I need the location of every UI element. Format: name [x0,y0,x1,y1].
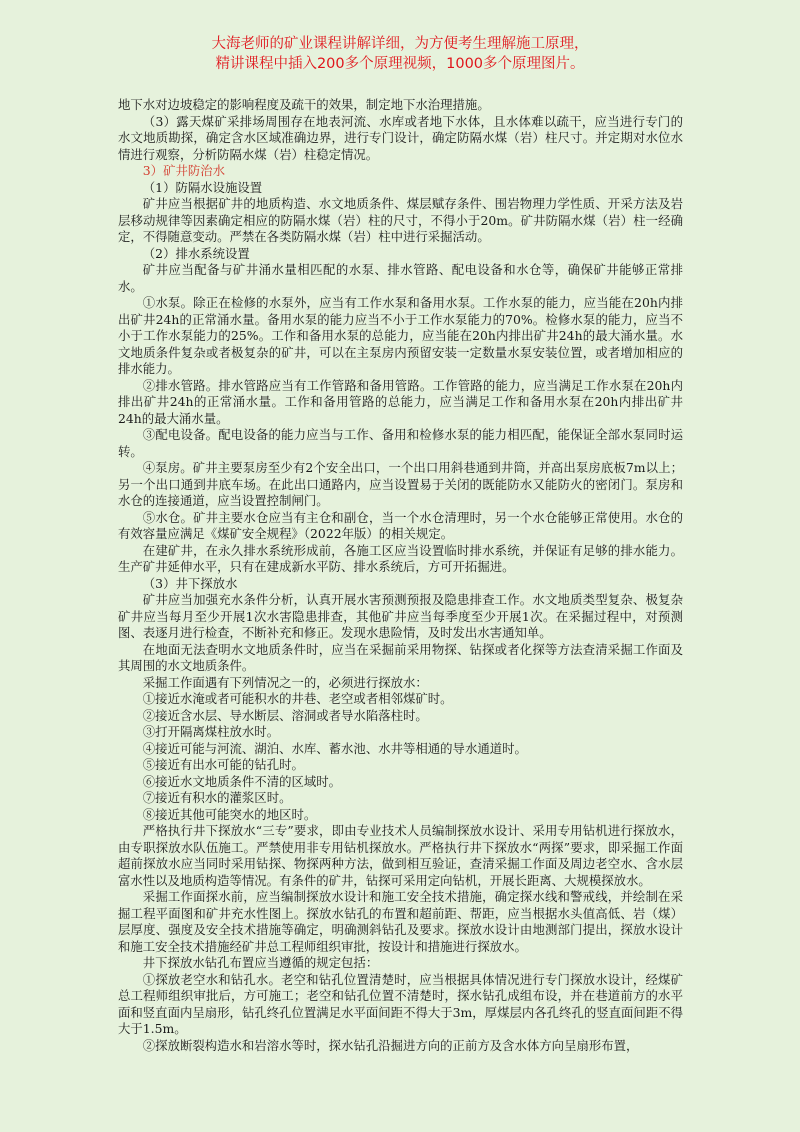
body-paragraph: ⑤接近有出水可能的钻孔时。 [142,757,304,772]
body-paragraph: 在地面无法查明水文地质条件时，应当在采掘前采用物探、钻探或者化探等方法查清采掘工作面及其周围的水文地质条件。 [118,641,683,673]
body-paragraph: ①接近水淹或者可能积水的井巷、老空或者相邻煤矿时。 [142,691,453,706]
body-paragraph: 采掘工作面遇有下列情况之一的，必须进行探放水： [142,674,428,690]
document-body [118,97,683,1054]
body-paragraph: ②接近含水层、导水断层、溶洞或者导水陷落柱时。 [142,707,428,723]
subsection-heading: （1）防隔水设施设置 [142,179,263,195]
banner-line-1: 大海老师的矿业课程讲解详细，为方便考生理解施工原理， [211,36,589,52]
section-heading: 3）矿井防治水 [142,163,226,178]
body-paragraph: 地下水对边坡稳定的影响程度及疏干的效果，制定地下水治理措施。 [118,97,490,112]
promo-banner [0,34,800,74]
body-paragraph: ②排水管路。排水管路应当有工作管路和备用管路。工作管路的能力，应当满足工作水泵在20h内排出矿井24h的正常涌水量。工作和备用管路的总能力，应当满足工作和备用水泵在20h内排出矿井24h的最大涌水量。 [118,377,683,426]
body-paragraph: ⑥接近水文地质条件不清的区域时。 [142,773,342,789]
body-paragraph: ④泵房。矿井主要泵房至少有2个安全出口，一个出口用斜巷通到井筒，并高出泵房底板7m以上；另一个出口通到井底车场。在此出口通路内，应当设置易于关闭的既能防水又能防火的密闭门。泵房和水仓的连接通道，应当设置控制闸门。 [118,460,683,508]
body-paragraph: ③配电设备。配电设备的能力应当与工作、备用和检修水泵的能力相匹配，能保证全部水泵同时运转。 [118,427,683,459]
body-paragraph: ⑦接近有积水的灌浆区时。 [142,790,292,805]
banner-line-2: 精讲课程中插入200多个原理视频，1000多个原理图片。 [215,56,585,72]
body-paragraph: 矿井应当加强充水条件分析，认真开展水害预测预报及隐患排查工作。水文地质类型复杂、极复杂矿井应当每月至少开展1次水害隐患排查，其他矿井应当每季度至少开展1次。在采掘过程中，对预测图、表逐月进行检查，不断补充和修正。发现水患险情，及时发出水害通知单。 [118,592,683,640]
body-paragraph: 井下探放水钻孔布置应当遵循的规定包括： [142,955,379,970]
body-paragraph: ⑤水仓。矿井主要水仓应当有主仓和副仓，当一个水仓清理时，另一个水仓能够正常使用。水仓的有效容量应满足《煤矿安全规程》（2022年版）的相关规定。 [118,509,683,541]
body-paragraph: 矿井应当根据矿井的地质构造、水文地质条件、煤层赋存条件、围岩物理力学性质、开采方法及岩层移动规律等因素确定相应的防隔水煤（岩）柱的尺寸，不得小于20m。矿井防隔水煤（岩）柱一经确定，不得随意变动。严禁在各类防隔水煤（岩）柱中进行采掘活动。 [118,196,683,244]
body-paragraph: ⑧接近其他可能突水的地区时。 [142,806,317,822]
subsection-heading: （2）排水系统设置 [142,245,250,261]
body-paragraph: （3）露天煤矿采排场周围存在地表河流、水库或者地下水体，且水体难以疏干，应当进行专门的水文地质勘探，确定含水区域准确边界，进行专门设计，确定防隔水煤（岩）柱尺寸。并定期对水位水情进行观察，分析防隔水煤（岩）柱稳定情况。 [118,113,683,162]
body-paragraph: ②探放断裂构造水和岩溶水等时，探水钻孔沿掘进方向的正前方及含水体方向呈扇形布置， [142,1037,639,1053]
body-paragraph: 在建矿井，在永久排水系统形成前，各施工区应当设置临时排水系统，并保证有足够的排水能力。生产矿井延伸水平，只有在建成新水平防、排水系统后，方可开拓掘进。 [118,542,683,574]
body-paragraph: ④接近可能与河流、湖泊、水库、蓄水池、水井等相通的导水通道时。 [142,740,527,756]
subsection-heading: （3）井下探放水 [142,575,238,591]
body-paragraph: 矿井应当配备与矿井涌水量相匹配的水泵、排水管路、配电设备和水仓等，确保矿井能够正常排水。 [118,262,683,294]
body-paragraph: 严格执行井下探放水“三专”要求，即由专业技术人员编制探放水设计、采用专用钻机进行探放水，由专职探放水队伍施工。严禁使用非专用钻机探放水。严格执行井下探放水“两探”要求，即采掘工作面超前探放水应当同时采用钻探、物探两种方法，做到相互验证，查清采掘工作面及周边老空水、含水层富水性以及地质构造等情况。有条件的矿井，钻探可采用定向钻机，开展长距离、大规模探放水。 [118,823,683,888]
body-paragraph: 采掘工作面探水前，应当编制探放水设计和施工安全技术措施，确定探水线和警戒线，并绘制在采掘工程平面图和矿井充水性图上。探放水钻孔的布置和超前距、帮距，应当根据水头值高低、岩（煤）层厚度、强度及安全技术措施等确定，明确测斜钻孔及要求。探放水设计由地测部门提出，探放水设计和施工安全技术措施经矿井总工程师组织审批，按设计和措施进行探放水。 [118,889,683,954]
body-paragraph: ①水泵。除正在检修的水泵外，应当有工作水泵和备用水泵。工作水泵的能力，应当能在20h内排出矿井24h的正常涌水量。备用水泵的能力应当不小于工作水泵能力的70%。检修水泵的能力，应当不小于工作水泵能力的25%。工作和备用水泵的总能力，应当能在20h内排出矿井24h的最大涌水量。水文地质条件复杂或者极复杂的矿井，可以在主泵房内预留安装一定数量水泵安装位置，或者增加相应的排水能力。 [118,295,683,376]
body-paragraph: ③打开隔离煤柱放水时。 [142,724,280,739]
body-paragraph: ①探放老空水和钻孔水。老空和钻孔位置清楚时，应当根据具体情况进行专门探放水设计，经煤矿总工程师组织审批后，方可施工；老空和钻孔位置不清楚时，探水钻孔成组布设，并在巷道前方的水平面和竖直面内呈扇形，钻孔终孔位置满足水平面间距不得大于3m，厚煤层内各孔终孔的竖直面间距不得大于1.5m。 [118,971,683,1036]
